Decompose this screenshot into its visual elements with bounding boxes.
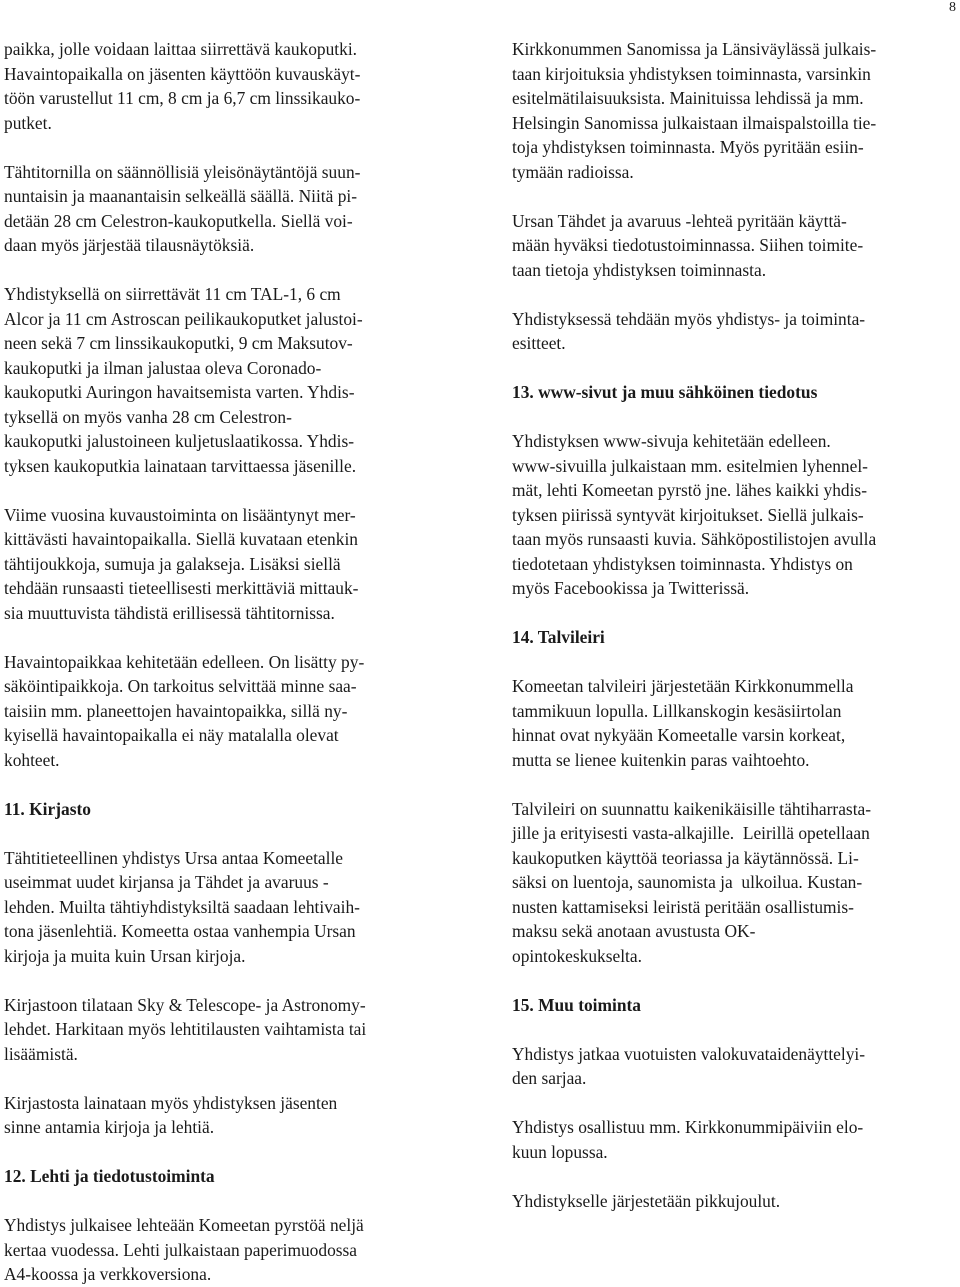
text-line: lisäämistä. xyxy=(4,1043,78,1064)
paragraph xyxy=(512,37,960,184)
right-column xyxy=(512,37,960,1213)
text-line: Havaintopaikalla on jäsenten käyttöön kuvauskäyt- xyxy=(4,63,361,84)
text-line: kaukoputki jalustoineen kuljetuslaatikossa. Yhdis- xyxy=(4,431,355,451)
text-line: 12. Lehti ja tiedotustoiminta xyxy=(4,1166,215,1186)
text-line: putket. xyxy=(4,112,52,133)
text-line: kaukoputki ja ilman jalustaa oleva Coronado- xyxy=(4,357,322,378)
text-line: lehdet. Harkitaan myös lehtitilausten vaihtamista tai xyxy=(4,1019,367,1039)
text-line: neen sekä 7 cm linssikaukoputki, 9 cm Maksutov- xyxy=(4,333,353,353)
section-heading xyxy=(512,993,960,1018)
text-line: kyisellä havaintopaikalla ei näy matalalla olevat xyxy=(4,725,339,745)
text-line: daan myös järjestää tilausnäytöksiä. xyxy=(4,235,255,255)
text-line: sia muuttuvista tähdistä erillisessä tähtitornissa. xyxy=(4,602,335,623)
paragraph xyxy=(4,993,452,1067)
text-line: töön varustellut 11 cm, 8 cm ja 6,7 cm linssikauko- xyxy=(4,88,361,108)
page-number: 8 xyxy=(949,0,956,15)
text-line: Talvileiri on suunnattu kaikenikäisille tähtiharrasta- xyxy=(512,798,872,819)
left-column xyxy=(4,37,452,1287)
text-line: Yhdistys osallistuu mm. Kirkkonummipäiviin elo- xyxy=(512,1117,864,1137)
text-line: Ursan Tähdet ja avaruus -lehteä pyritään käyttä- xyxy=(512,210,847,231)
text-line: taan kirjoituksia yhdistyksen toiminnasta, varsinkin xyxy=(512,63,871,84)
text-line: kaukoputki Auringon havaitsemista varten. Yhdis- xyxy=(4,382,355,402)
section-heading xyxy=(512,625,960,650)
text-line: Yhdistyksen www-sivuja kehitetään edelleen. xyxy=(512,431,831,451)
text-line: sinne antamia kirjoja ja lehtiä. xyxy=(4,1117,215,1137)
text-line: Helsingin Sanomissa julkaistaan ilmaispalstoilla tie- xyxy=(512,112,877,133)
paragraph xyxy=(4,650,452,773)
text-line: jille ja erityisesti vasta-alkajille. Leirillä opetellaan xyxy=(512,823,870,843)
paragraph xyxy=(512,307,960,356)
text-line: Kirjastosta lainataan myös yhdistyksen jäsenten xyxy=(4,1092,338,1113)
text-line: www-sivuilla julkaistaan mm. esitelmien lyhennel- xyxy=(512,455,868,476)
text-line: Havaintopaikkaa kehitetään edelleen. On lisätty py- xyxy=(4,651,365,672)
paragraph xyxy=(4,282,452,478)
text-line: Yhdistys julkaisee lehteään Komeetan pyrstöä neljä xyxy=(4,1215,364,1235)
text-line: mään hyväksi tiedotustoiminnassa. Siihen toimite- xyxy=(512,235,864,255)
text-line: tähtijoukkoja, sumuja ja galakseja. Lisäksi siellä xyxy=(4,553,341,574)
text-line: säköintipaikkoja. On tarkoitus selvittää minne saa- xyxy=(4,676,357,696)
text-line: 13. www-sivut ja muu sähköinen tiedotus xyxy=(512,382,818,402)
paragraph xyxy=(4,1213,452,1287)
paragraph xyxy=(4,503,452,626)
text-line: myös Facebookissa ja Twitterissä. xyxy=(512,578,750,598)
text-line: den sarjaa. xyxy=(512,1068,587,1088)
section-heading xyxy=(4,1164,452,1189)
paragraph xyxy=(512,429,960,601)
text-line: kirjoja ja muita kuin Ursan kirjoja. xyxy=(4,945,246,966)
text-line: kittävästi havaintopaikalla. Siellä kuvataan etenkin xyxy=(4,529,358,549)
text-line: tyksellä on myös vanha 28 cm Celestron- xyxy=(4,406,292,427)
text-line: nusten kattamiseksi leiristä peritään osallistumis- xyxy=(512,896,854,917)
paragraph xyxy=(512,1189,960,1214)
text-line: lehden. Muilta tähtiyhdistyksiltä saadaan lehtivaih- xyxy=(4,896,360,917)
text-line: Tähtitieteellinen yhdistys Ursa antaa Komeetalle xyxy=(4,847,343,868)
text-line: esitelmätilaisuuksista. Mainituissa lehdissä ja mm. xyxy=(512,88,864,108)
paragraph xyxy=(4,37,452,135)
text-line: Viime vuosina kuvaustoiminta on lisääntynyt mer- xyxy=(4,504,356,525)
text-line: kohteet. xyxy=(4,749,60,770)
text-line: 11. Kirjasto xyxy=(4,798,91,819)
text-line: Kirjastoon tilataan Sky & Telescope- ja Astronomy- xyxy=(4,994,366,1015)
text-line: Yhdistyksessä tehdään myös yhdistys- ja toiminta- xyxy=(512,308,866,329)
text-line: kuun lopussa. xyxy=(512,1141,608,1162)
text-line: Tähtitornilla on säännöllisiä yleisönäytäntöjä suun- xyxy=(4,161,361,182)
paragraph xyxy=(4,160,452,258)
text-line: useimmat uudet kirjansa ja Tähdet ja avaruus - xyxy=(4,872,329,892)
text-line: tehdään runsaasti tieteellisesti merkittäviä mittauk- xyxy=(4,578,359,598)
text-line: taan tietoja yhdistyksen toiminnasta. xyxy=(512,259,767,280)
text-line: tyksen piirissä syntyvät kirjoitukset. Siellä julkais- xyxy=(512,504,864,525)
text-line: maksu sekä anotaan avustusta OK- xyxy=(512,921,756,941)
text-line: 15. Muu toiminta xyxy=(512,994,641,1015)
paragraph xyxy=(4,846,452,969)
paragraph xyxy=(512,209,960,283)
text-line: Yhdistykselle järjestetään pikkujoulut. xyxy=(512,1190,781,1211)
text-line: A4-koossa ja verkkoversiona. xyxy=(4,1264,212,1284)
text-line: tiedotetaan yhdistyksen toiminnasta. Yhdistys on xyxy=(512,553,853,574)
paragraph xyxy=(512,674,960,772)
text-line: tona jäsenlehtiä. Komeetta ostaa vanhempia Ursan xyxy=(4,921,356,941)
text-line: detään 28 cm Celestron-kaukoputkella. Siellä voi- xyxy=(4,210,353,231)
paragraph xyxy=(4,1091,452,1140)
text-line: taan myös runsaasti kuvia. Sähköpostilistojen avulla xyxy=(512,529,877,549)
text-line: tammikuun lopulla. Lillkanskogin kesäsiirtolan xyxy=(512,700,842,721)
text-line: Kirkkonummen Sanomissa ja Länsiväylässä julkais- xyxy=(512,39,877,59)
text-line: mutta se lienee kuitenkin paras vaihtoehto. xyxy=(512,749,810,770)
text-line: Alcor ja 11 cm Astroscan peilikaukoputket jalustoi- xyxy=(4,308,363,329)
text-line: kaukoputken käyttöä teoriassa ja käytännössä. Li- xyxy=(512,847,859,868)
text-line: kertaa vuodessa. Lehti julkaistaan paperimuodossa xyxy=(4,1239,358,1260)
section-heading xyxy=(512,380,960,405)
text-line: säksi on luentoja, saunomista ja ulkoilua. Kustan- xyxy=(512,872,863,892)
section-heading xyxy=(4,797,452,822)
text-line: opintokeskukselta. xyxy=(512,945,642,966)
paragraph xyxy=(512,1115,960,1164)
text-line: toja yhdistyksen toiminnasta. Myös pyritään esiin- xyxy=(512,137,864,157)
text-line: 14. Talvileiri xyxy=(512,627,605,647)
text-line: esitteet. xyxy=(512,333,566,353)
text-line: mät, lehti Komeetan pyrstö jne. lähes kaikki yhdis- xyxy=(512,480,867,500)
text-line: nuntaisin ja maanantaisin selkeällä säällä. Niitä pi- xyxy=(4,186,358,206)
text-line: Yhdistyksellä on siirrettävät 11 cm TAL-1, 6 cm xyxy=(4,284,341,304)
text-line: taisiin mm. planeettojen havaintopaikka, sillä ny- xyxy=(4,700,348,721)
text-line: Yhdistys jatkaa vuotuisten valokuvataidenäyttelyi- xyxy=(512,1043,866,1064)
text-line: tymään radioissa. xyxy=(512,161,634,182)
text-line: Komeetan talvileiri järjestetään Kirkkonummella xyxy=(512,676,854,696)
paragraph xyxy=(512,797,960,969)
text-line: paikka, jolle voidaan laittaa siirrettävä kaukoputki. xyxy=(4,39,358,59)
text-line: tyksen kaukoputkia lainataan tarvittaessa jäsenille. xyxy=(4,455,357,476)
paragraph xyxy=(512,1042,960,1091)
text-line: hinnat ovat nykyään Komeetalle varsin korkeat, xyxy=(512,725,846,745)
